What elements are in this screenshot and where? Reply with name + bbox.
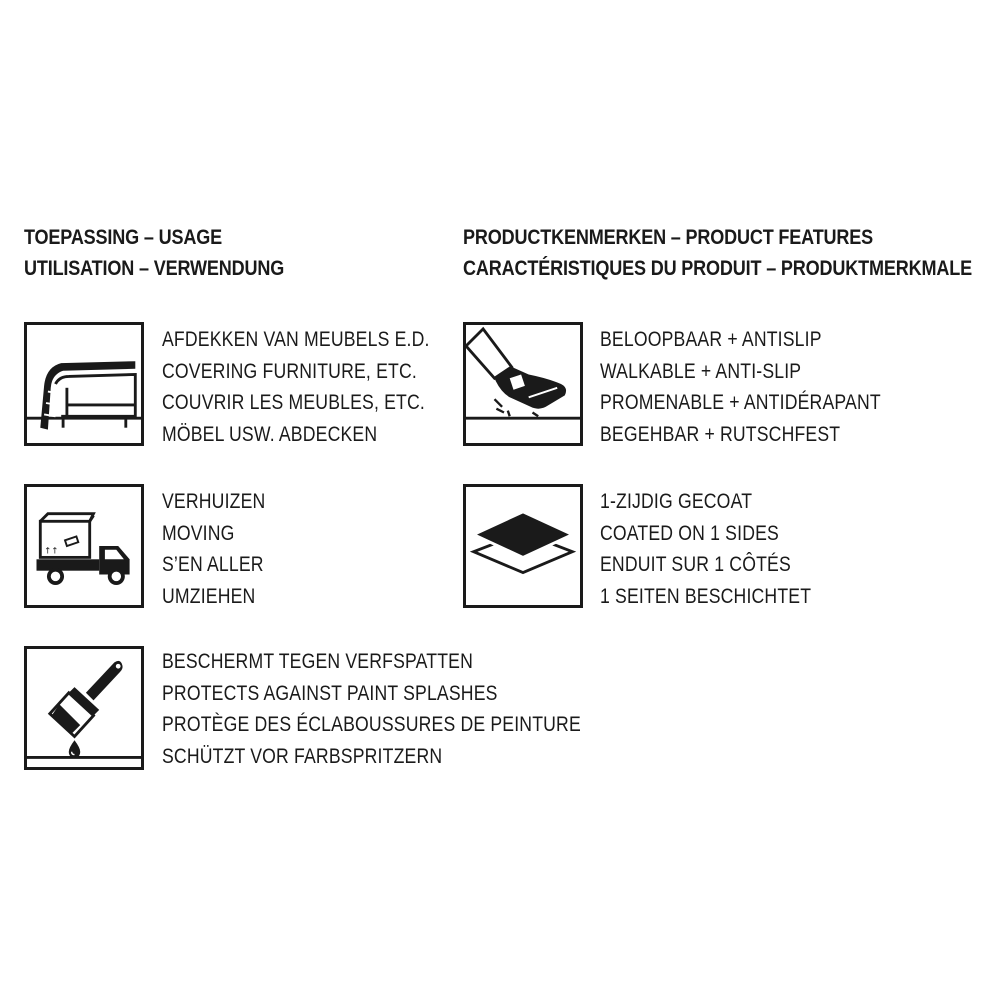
text-line: BELOOPBAAR + ANTISLIP — [600, 328, 822, 351]
usage-heading-line1: TOEPASSING – USAGE — [24, 226, 222, 249]
moving-truck-icon — [24, 484, 144, 608]
text-line: MÖBEL USW. ABDECKEN — [162, 423, 378, 447]
coated-layers-icon — [463, 484, 583, 608]
paint-protection-text — [162, 646, 581, 773]
text-line: UMZIEHEN — [162, 585, 256, 609]
text-line: 1 SEITEN BESCHICHTET — [600, 585, 812, 609]
text-line: COVERING FURNITURE, ETC. — [162, 359, 417, 383]
usage-heading-line2: UTILISATION – VERWENDUNG — [24, 257, 285, 280]
text-line: MOVING — [162, 521, 235, 545]
text-line: 1-ZIJDIG GECOAT — [600, 490, 753, 513]
moving-text — [162, 486, 265, 613]
walkable-text — [600, 324, 881, 451]
boot-walkable-icon — [463, 322, 583, 446]
svg-text:↑↑: ↑↑ — [44, 546, 59, 557]
text-line: BEGEHBAR + RUTSCHFEST — [600, 423, 841, 447]
usage-heading — [24, 222, 284, 284]
text-line: COATED ON 1 SIDES — [600, 521, 779, 545]
text-line: AFDEKKEN VAN MEUBELS E.D. — [162, 328, 430, 351]
text-line: BESCHERMT TEGEN VERFSPATTEN — [162, 650, 473, 673]
text-line: PROTÈGE DES ÉCLABOUSSURES DE PEINTURE — [162, 713, 581, 737]
features-heading-line2: CARACTÉRISTIQUES DU PRODUIT – PRODUKTMERKMALE — [463, 257, 972, 280]
features-heading — [463, 222, 972, 284]
text-line: PROTECTS AGAINST PAINT SPLASHES — [162, 681, 498, 705]
furniture-cover-text — [162, 324, 430, 451]
text-line: WALKABLE + ANTI-SLIP — [600, 359, 802, 383]
text-line: PROMENABLE + ANTIDÉRAPANT — [600, 391, 881, 415]
text-line: S’EN ALLER — [162, 553, 264, 577]
text-line: COUVRIR LES MEUBLES, ETC. — [162, 391, 425, 415]
coated-text — [600, 486, 811, 613]
paint-brush-icon — [24, 646, 144, 770]
features-heading-line1: PRODUCTKENMERKEN – PRODUCT FEATURES — [463, 226, 874, 249]
text-line: SCHÜTZT VOR FARBSPRITZERN — [162, 745, 443, 769]
furniture-cover-icon — [24, 322, 144, 446]
text-line: VERHUIZEN — [162, 490, 266, 513]
text-line: ENDUIT SUR 1 CÔTÉS — [600, 553, 791, 577]
